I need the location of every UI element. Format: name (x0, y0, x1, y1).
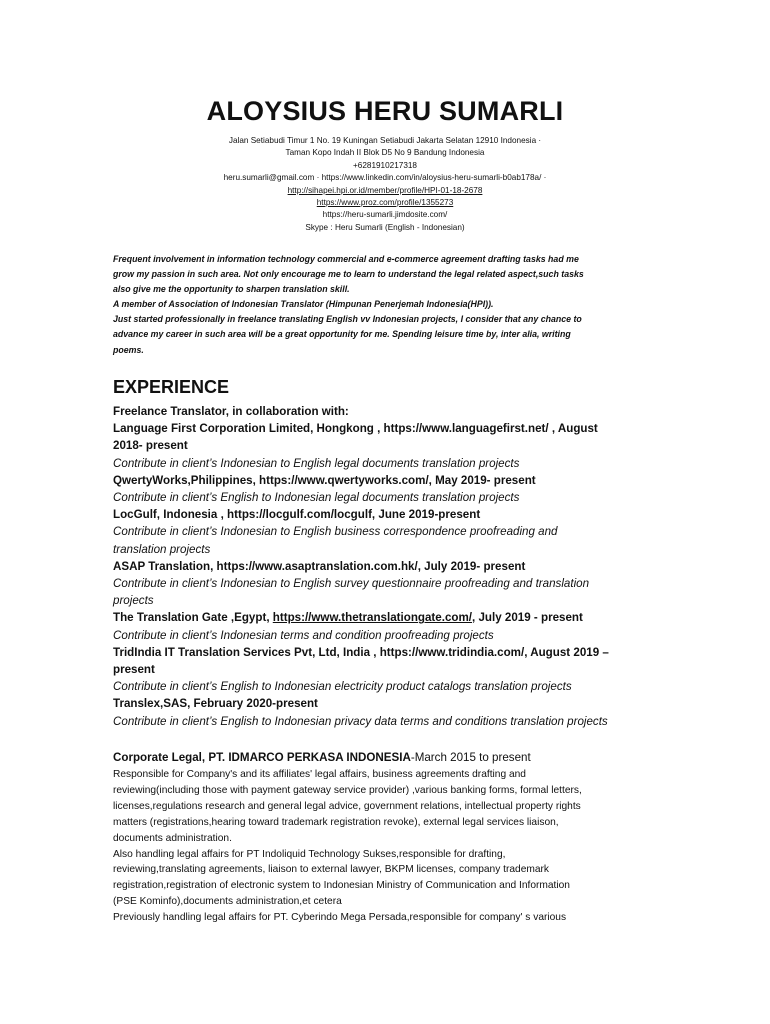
body-line: matters (registrations,hearing toward trademark registration revoke), external legal services liaison, (113, 816, 559, 828)
body-line: reviewing(including those with payment gateway service provider) ,various banking forms, formal letters, (113, 784, 582, 796)
company-line: 2018- present (113, 439, 188, 453)
company-line: TridIndia IT Translation Services Pvt, Ltd, India , https://www.tridindia.com/, August 2019 – (113, 645, 609, 659)
summary-line: also give me the opportunity to sharpen translation skill. (113, 284, 350, 295)
body-line: Responsible for Company's and its affiliates' legal affairs, business agreements drafting and (113, 769, 526, 780)
experience-list (113, 403, 673, 730)
body-line: Previously handling legal affairs for PT. Cyberindo Mega Persada,responsible for company' s various (113, 912, 567, 924)
body-line: (PSE Kominfo),documents administration,et cetera (113, 896, 342, 908)
role-description: Contribute in client’s English to Indonesian legal documents translation projects (113, 491, 520, 505)
company-line: QwertyWorks,Philippines, https://www.qwertyworks.com/, May 2019- present (113, 473, 536, 487)
summary-line: Frequent involvement in information technology commercial and e-commerce agreement drafting tasks had me (113, 254, 579, 264)
summary-paragraph (113, 252, 653, 358)
company-line: Language First Corporation Limited, Hongkong , https://www.languagefirst.net/ , August (113, 422, 598, 436)
corporate-legal-description (113, 767, 673, 926)
resume-name: ALOYSIUS HERU SUMARLI (206, 96, 564, 126)
summary-line: advance my career in such area will be a great opportunity for me. Spending leisure time by, inter alia, writing (113, 329, 571, 340)
body-line: documents administration. (113, 832, 232, 844)
role-description: Contribute in client’s English to Indonesian privacy data terms and conditions translation projects (113, 714, 608, 728)
jimdo-site-link[interactable]: https://heru-sumarli.jimdosite.com/ (322, 210, 448, 220)
summary-line: A member of Association of Indonesian Translator (Himpunan Penerjemah Indonesia(HPI)). (113, 299, 494, 310)
role-description: Contribute in client’s Indonesian terms and condition proofreading projects (113, 628, 494, 642)
summary-line: poems. (113, 344, 144, 355)
company-date: , July 2019 - present (472, 611, 583, 625)
role-description: Contribute in client’s Indonesian to English survey questionnaire proofreading and translation (113, 577, 590, 591)
address-line-2: Taman Kopo Indah II Blok D5 No 9 Bandung Indonesia (285, 148, 485, 158)
company-line: ASAP Translation, https://www.asaptranslation.com.hk/, July 2019- present (113, 559, 526, 573)
company-line: LocGulf, Indonesia , https://locgulf.com/locgulf, June 2019-present (113, 508, 481, 522)
summary-line: grow my passion in such area. Not only encourage me to learn to understand the legal related aspect,such tasks (113, 269, 584, 280)
company-website-link[interactable]: https://www.thetranslationgate.com/ (272, 611, 473, 625)
role-description: translation projects (113, 542, 211, 556)
company-line: Translex,SAS, February 2020-present (113, 697, 318, 711)
summary-line: Just started professionally in freelance translating English vv Indonesian projects, I consider that any chance to (113, 314, 582, 325)
body-line: licenses,regulations research and general legal advice, government relations, intellectual property rights (113, 800, 581, 812)
role-description: Contribute in client’s English to Indonesian electricity product catalogs translation projects (113, 680, 572, 694)
experience-heading: EXPERIENCE (113, 377, 230, 397)
hpi-profile-link[interactable]: http://sihapei.hpi.or.id/member/profile/HPI-01-18-2678 (287, 185, 483, 195)
body-line: registration,registration of electronic system to Indonesian Ministry of Communication and Information (113, 880, 570, 892)
freelance-heading: Freelance Translator, in collaboration with: (113, 405, 349, 418)
company-name: The Translation Gate ,Egypt, (113, 611, 273, 625)
role-description: Contribute in client’s Indonesian to English business correspondence proofreading and (113, 525, 558, 539)
address-line-1: Jalan Setiabudi Timur 1 No. 19 Kuningan Setiabudi Jakarta Selatan 12910 Indonesia · (228, 136, 542, 145)
phone-number: +6281910217318 (353, 160, 417, 170)
body-line: reviewing,translating agreements, liaison to external lawyer, BKPM licenses, company trademark (113, 864, 549, 876)
proz-profile-link[interactable]: https://www.proz.com/profile/1355273 (316, 198, 454, 208)
role-description: Contribute in client’s Indonesian to English legal documents translation projects (113, 456, 520, 470)
corporate-dates: -March 2015 to present (410, 751, 531, 764)
corporate-legal-heading (113, 749, 673, 766)
body-line: Also handling legal affairs for PT Indoliquid Technology Sukses,responsible for drafting, (113, 848, 506, 860)
company-line (113, 609, 673, 626)
corporate-title: Corporate Legal, PT. IDMARCO PERKASA INDONESIA (113, 751, 411, 764)
role-description: projects (113, 594, 154, 608)
skype-line: Skype : Heru Sumarli (English - Indonesian) (305, 222, 465, 232)
company-line: present (113, 663, 155, 677)
email-linkedin-line[interactable]: heru.sumarli@gmail.com · https://www.linkedin.com/in/aloysius-heru-sumarli-b0ab178a/ · (223, 173, 547, 183)
contact-block (0, 135, 770, 234)
